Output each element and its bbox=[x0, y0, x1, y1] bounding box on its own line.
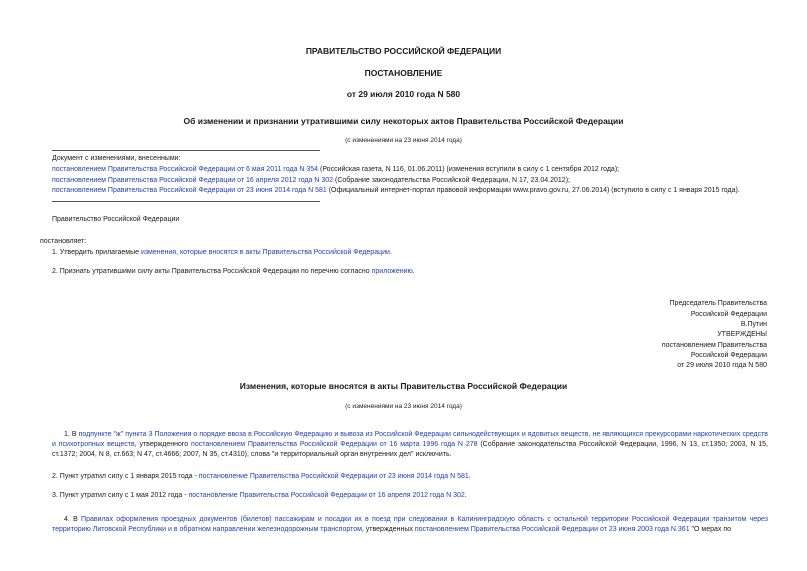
item-1-mid: , утвержденного bbox=[134, 441, 192, 448]
paragraph-1-text: 1. Утвердить прилагаемые bbox=[52, 249, 141, 256]
item-1-rest: (Собрание законодательства Российской Федерации, 1996, N 13, ст.1350; 2003, N 15, ст.1372; 2004, N 8, ст.663; N 47, ст.4666; 2007, N 35, ст.4310), слова "и территориальный орган внутренних дел" исключить. bbox=[52, 441, 769, 458]
amendment-source: (Официальный интернет-портал правовой информации www.pravo.gov.ru, 27.06.2014) (вступило в силу с 1 января 2015 года). bbox=[326, 187, 740, 194]
item-2-prefix: 2. Пункт утратил силу с 1 января 2015 года - bbox=[52, 473, 199, 480]
government-name: ПРАВИТЕЛЬСТВО РОССИЙСКОЙ ФЕДЕРАЦИИ bbox=[305, 46, 502, 56]
changes-title: Изменения, которые вносятся в акты Правительства Российской Федерации bbox=[239, 381, 568, 391]
item-4-link-2[interactable]: постановлением Правительства Российской Федерации от 23 июня 2003 года N 361 bbox=[414, 526, 690, 533]
box-bottom-rule bbox=[52, 201, 320, 202]
item-1-link[interactable]: подпункте "ж" пункта 3 Положения о порядке ввоза в Российскую Федерацию и вывоза из Российской Федерации сильнодействующих и ядовитых веществ, не являющихся прекурсорами наркотических средств и психотропных веществ bbox=[52, 431, 768, 448]
amendment-source: (Собрание законодательства Российской Федерации, N 17, 23.04.2012); bbox=[333, 177, 570, 184]
changes-item-3 bbox=[52, 492, 467, 499]
approval-line-4: от 29 июля 2010 года N 580 bbox=[677, 362, 767, 369]
changes-revision-note: (с изменениями на 23 июня 2014 года) bbox=[345, 403, 462, 410]
item-4-mid: , утвержденных bbox=[361, 526, 415, 533]
amendment-item bbox=[52, 177, 570, 184]
item-4-prefix: 4. В bbox=[64, 516, 82, 523]
changes-item-1 bbox=[52, 430, 768, 460]
approval-line-3: Российской Федерации bbox=[690, 352, 767, 359]
amendment-source: (Российская газета, N 116, 01.06.2011) (изменения вступили в силу с 1 сентября 2012 года); bbox=[318, 166, 620, 173]
item-1-link-2[interactable]: постановлением Правительства Российской Федерации от 16 марта 1996 года N 278 bbox=[191, 441, 478, 448]
item-4-rest: "О мерах по bbox=[689, 526, 732, 533]
changes-link[interactable]: изменения, которые вносятся в акты Правительства Российской Федерации bbox=[140, 249, 390, 256]
decrees-word: постановляет: bbox=[40, 238, 87, 245]
document-title: Об изменении и признании утратившими силу некоторых актов Правительства Российской Федерации bbox=[183, 116, 624, 126]
signature-position: Председатель Правительства bbox=[669, 300, 767, 307]
item-3-link[interactable]: постановление Правительства Российской Федерации от 16 апреля 2012 года N 302 bbox=[188, 492, 465, 499]
revision-note: (с изменениями на 23 июня 2014 года) bbox=[345, 137, 462, 144]
paragraph-2-end: . bbox=[412, 268, 415, 275]
item-2-end: . bbox=[468, 473, 471, 480]
amendment-link[interactable]: постановлением Правительства Российской Федерации от 6 мая 2011 года N 354 bbox=[52, 166, 319, 173]
changes-item-4 bbox=[52, 515, 768, 535]
box-top-rule bbox=[52, 150, 320, 151]
changes-item-2 bbox=[52, 473, 471, 480]
amendments-intro: Документ с изменениями, внесенными: bbox=[52, 155, 181, 162]
item-3-prefix: 3. Пункт утратил силу с 1 мая 2012 года - bbox=[52, 492, 189, 499]
paragraph-1-end: . bbox=[389, 249, 392, 256]
amendment-link[interactable]: постановлением Правительства Российской Федерации от 23 июня 2014 года N 581 bbox=[52, 187, 327, 194]
signature-name: В.Путин bbox=[740, 321, 767, 328]
amendment-item bbox=[52, 166, 619, 173]
paragraph-1 bbox=[52, 249, 392, 256]
signature-position-2: Российской Федерации bbox=[690, 311, 767, 318]
appendix-link[interactable]: приложению bbox=[371, 268, 413, 275]
item-3-end: . bbox=[464, 492, 467, 499]
item-4-link[interactable]: Правилах оформления проездных документов (билетов) пассажирам и посадки их в поезд при следовании в Калининградскую область с остальной территории Российской Федерации транзитом через территорию Литовской Республики и в обратном направлении железнодорожным транспортом bbox=[52, 516, 768, 533]
item-2-link[interactable]: постановление Правительства Российской Федерации от 23 июня 2014 года N 581 bbox=[198, 473, 469, 480]
item-1-prefix: 1. В bbox=[64, 431, 79, 438]
paragraph-2 bbox=[52, 268, 415, 275]
government-subject: Правительство Российской Федерации bbox=[52, 216, 180, 223]
paragraph-2-text: 2. Признать утратившими силу акты Правительства Российской Федерации по перечню согласно bbox=[52, 268, 372, 275]
amendment-link[interactable]: постановлением Правительства Российской Федерации от 16 апреля 2012 года N 302 bbox=[52, 177, 334, 184]
document-date-number: от 29 июля 2010 года N 580 bbox=[346, 89, 461, 99]
amendment-item bbox=[52, 187, 740, 194]
approval-line-2: постановлением Правительства bbox=[661, 342, 767, 349]
document-type: ПОСТАНОВЛЕНИЕ bbox=[364, 68, 443, 78]
approval-label: УТВЕРЖДЕНЫ bbox=[717, 331, 767, 338]
